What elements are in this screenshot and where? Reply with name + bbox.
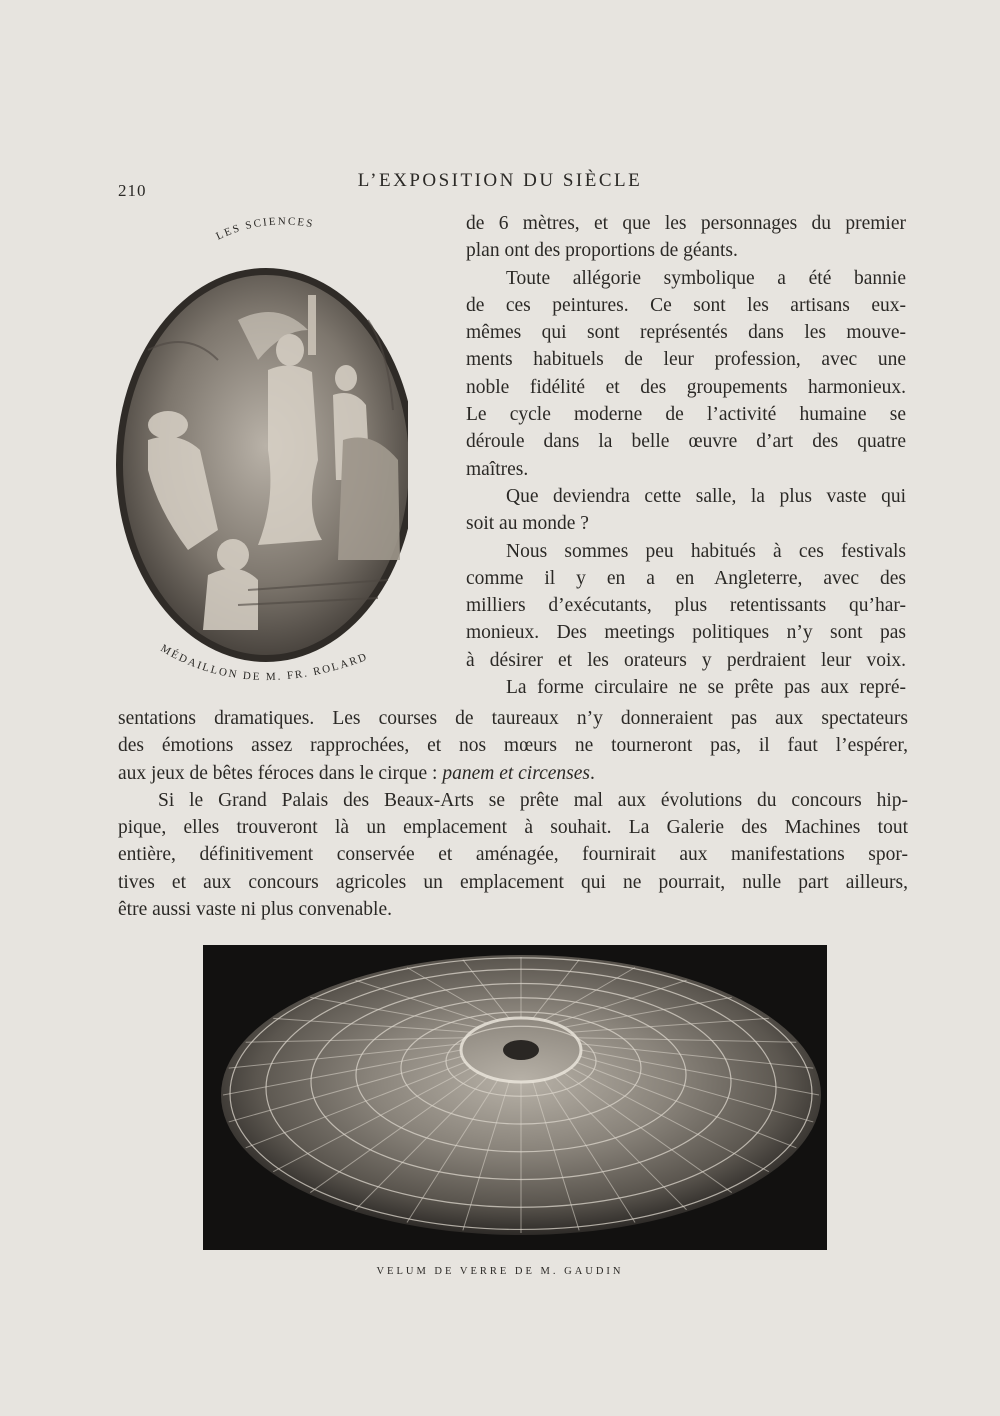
text-line: milliers d’exécutants, plus retentissants qu’har- xyxy=(466,595,906,617)
text-line: ments habituels de leur profession, avec une xyxy=(466,349,906,371)
text-line: soit au monde ? xyxy=(466,513,589,535)
latin-phrase: panem et circenses xyxy=(442,762,590,784)
text-line: de 6 mètres, et que les personnages du premier xyxy=(466,213,906,234)
text-line: déroule dans la belle œuvre d’art des quatre xyxy=(466,431,906,453)
text-line: noble fidélité et des groupements harmonieux. xyxy=(466,376,906,398)
text-line: à désirer et les orateurs y perdraient leur voix. xyxy=(466,649,906,671)
velum-photograph xyxy=(203,945,827,1250)
text-line: de ces peintures. Ce sont les artisans eux- xyxy=(466,294,906,316)
page-number: 210 xyxy=(118,181,147,200)
figure-caption: VELUM DE VERRE DE M. GAUDIN xyxy=(376,1266,624,1277)
medallion-illustration xyxy=(108,210,408,700)
text-line: maîtres. xyxy=(466,458,529,480)
right-column-text xyxy=(466,210,906,701)
text-line: mêmes qui sont représentés dans les mouve- xyxy=(466,322,906,344)
text-line: tives et aux concours agricoles un emplacement qui ne pourrait, nulle part ailleurs, xyxy=(118,871,908,893)
text-line-suffix: . xyxy=(589,762,595,784)
text-line: sentations dramatiques. Les courses de taureaux n’y donneraient pas aux spectateurs xyxy=(118,708,908,729)
text-line: monieux. Des meetings politiques n’y sont pas xyxy=(466,622,906,644)
text-line-prefix: aux jeux de bêtes féroces dans le cirque : xyxy=(118,762,443,784)
text-line: Que deviendra cette salle, la plus vaste qui xyxy=(506,485,906,507)
full-width-text xyxy=(118,705,908,923)
text-line xyxy=(118,760,908,787)
medallion-caption-bottom: MÉDAILLON DE M. FR. ROLARD xyxy=(158,642,370,684)
running-title: L’EXPOSITION DU SIÈCLE xyxy=(357,170,643,191)
text-line: comme il y en a en Angleterre, avec des xyxy=(466,567,906,589)
text-line: Si le Grand Palais des Beaux-Arts se prête mal aux évolutions du concours hip- xyxy=(158,789,908,811)
text-line: des émotions assez rapprochées, et nos mœurs ne tourneront pas, il faut l’espérer, xyxy=(118,735,908,757)
text-line: Le cycle moderne de l’activité humaine se xyxy=(466,404,906,426)
text-line: La forme circulaire ne se prête pas aux repré- xyxy=(506,677,906,699)
text-line: entière, définitivement conservée et aménagée, fournirait aux manifestations spor- xyxy=(118,844,908,866)
text-line: pique, elles trouveront là un emplacement à souhait. La Galerie des Machines tout xyxy=(118,817,908,839)
text-line: être aussi vaste ni plus convenable. xyxy=(118,899,392,921)
medallion-caption-top: LES SCIENCES xyxy=(214,215,316,243)
text-line: Nous sommes peu habitués à ces festivals xyxy=(506,540,906,562)
dome-center xyxy=(503,1040,539,1060)
medallion-svg xyxy=(108,210,408,700)
text-line: plan ont des proportions de géants. xyxy=(466,240,738,262)
velum-svg xyxy=(203,945,827,1250)
text-line: Toute allégorie symbolique a été bannie xyxy=(506,267,906,289)
